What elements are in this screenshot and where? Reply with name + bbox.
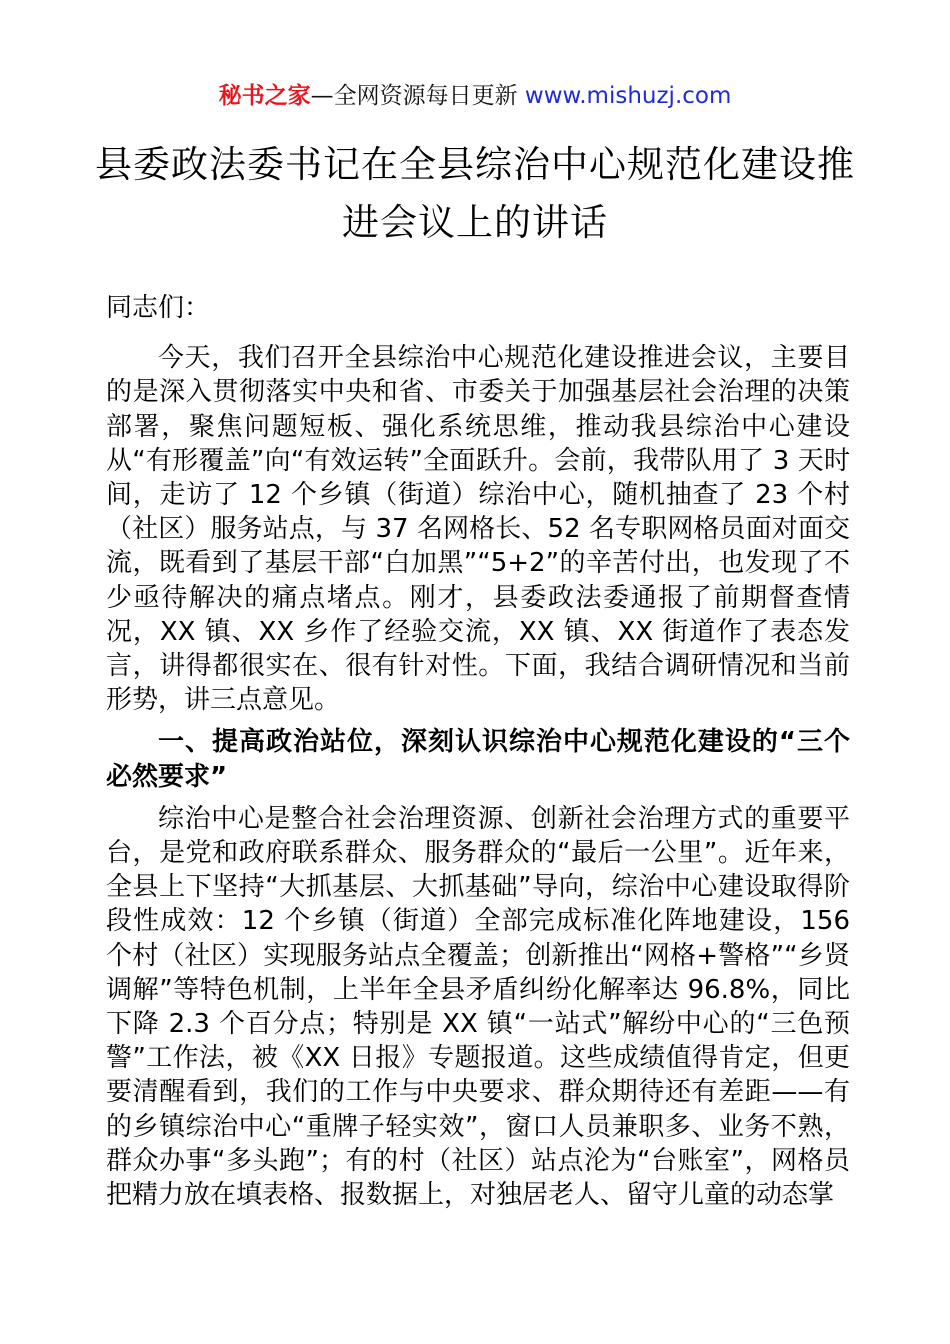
section-heading-1: 一、提高政治站位，深刻认识综治中心规范化建设的“三个必然要求” [106,727,850,792]
site-banner [0,80,950,112]
salutation: 同志们： [106,293,211,323]
banner-url[interactable]: www.mishuzj.com [524,83,732,109]
banner-slogan: —全网资源每日更新 [310,83,525,109]
document-title: 县委政法委书记在全县综治中心规范化建设推进会议上的讲话 [95,143,855,244]
section-1-paragraph: 综治中心是整合社会治理资源、创新社会治理方式的重要平台，是党和政府联系群众、服务群众的“最后一公里”。近年来，全县上下坚持“大抓基层、大抓基础”导向，综治中心建设取得阶段性成效：12 个乡镇（街道）全部完成标准化阵地建设，156 个村（社区）实现服务站点全覆盖；创新推出“网格+警格”“乡贤调解”等特色机制，上半年全县矛盾纠纷化解率达 96.8%，同比下降 2.3 个百分点；特别是 XX 镇“一站式”解纷中心的“三色预警”工作法，被《XX 日报》专题报道。这些成绩值得肯定，但更要清醒看到，我们的工作与中央要求、群众期待还有差距——有的乡镇综治中心“重牌子轻实效”，窗口人员兼职多、业务不熟，群众办事“多头跑”；有的村（社区）站点沦为“台账室”，网格员把精力放在填表格、报数据上，对独居老人、留守儿童的动态掌 [106,803,850,1211]
document-body [106,291,850,1212]
banner-brand: 秘书之家 [218,83,311,109]
intro-paragraph: 今天，我们召开全县综治中心规范化建设推进会议，主要目的是深入贯彻落实中央和省、市委关于加强基层社会治理的决策部署，聚焦问题短板、强化系统思维，推动我县综治中心建设从“有形覆盖”向“有效运转”全面跃升。会前，我带队用了 3 天时间，走访了 12 个乡镇（街道）综治中心，随机抽查了 23 个村（社区）服务站点，与 37 名网格长、52 名专职网格员面对面交流，既看到了基层干部“白加黑”“5+2”的辛苦付出，也发现了不少亟待解决的痛点堵点。刚才，县委政法委通报了前期督查情况，XX 镇、XX 乡作了经验交流，XX 镇、XX 街道作了表态发言，讲得都很实在、很有针对性。下面，我结合调研情况和当前形势，讲三点意见。 [106,343,850,716]
